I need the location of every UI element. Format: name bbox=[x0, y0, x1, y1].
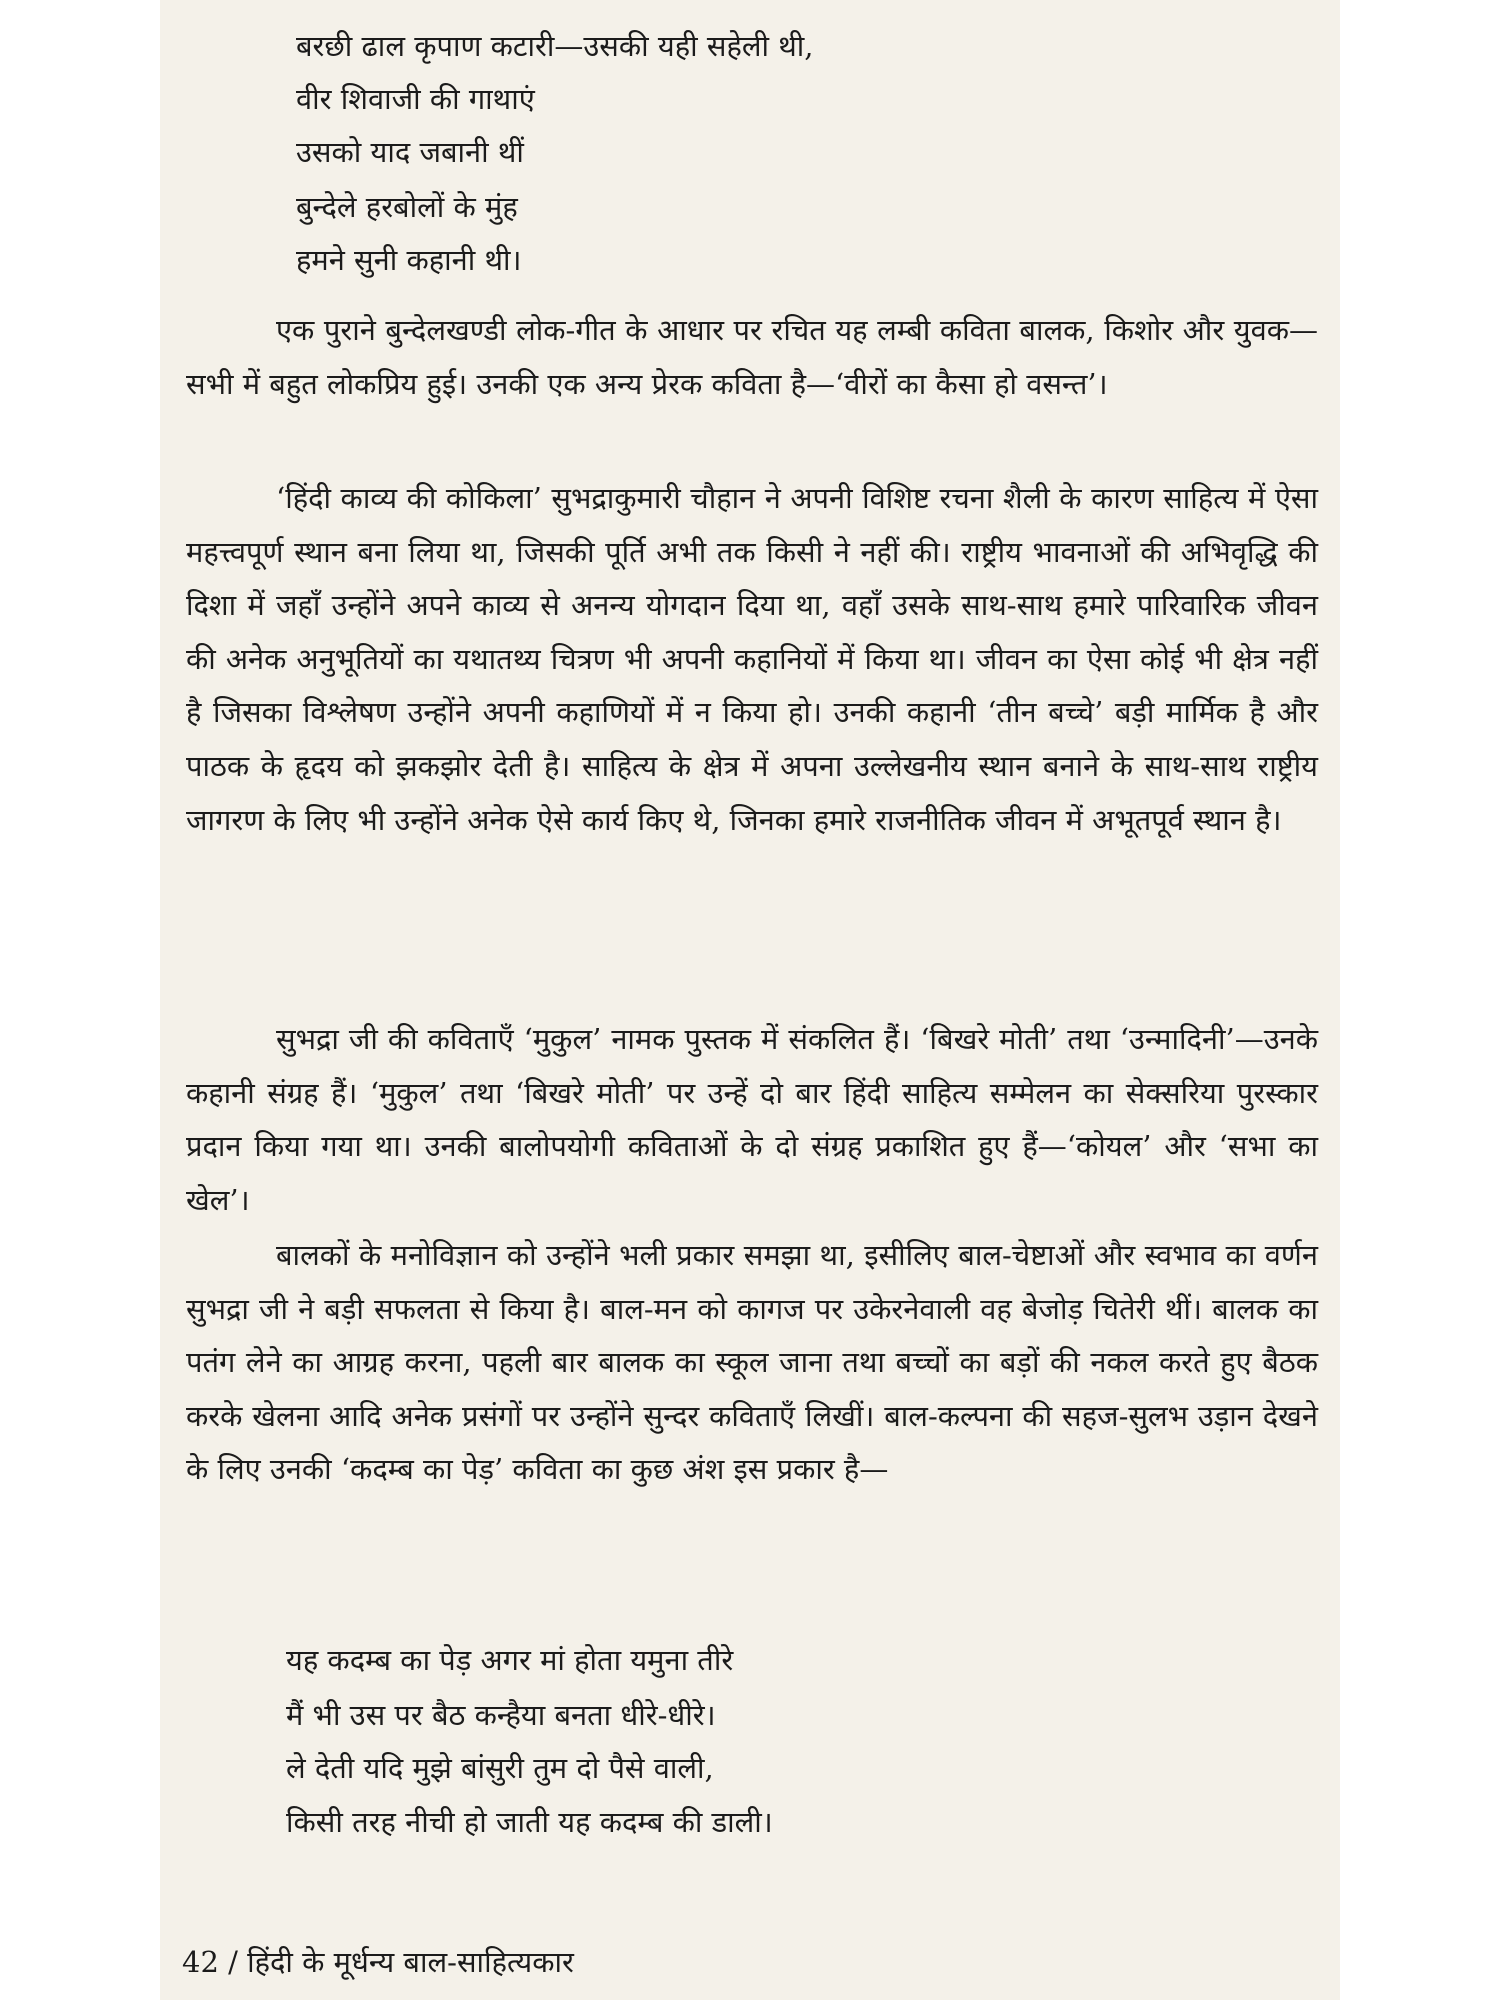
verse-line: बरछी ढाल कृपाण कटारी—उसकी यही सहेली थी, bbox=[296, 29, 814, 63]
verse-line: ले देती यदि मुझे बांसुरी तुम दो पैसे वाली, bbox=[286, 1751, 714, 1785]
book-title: हिंदी के मूर्धन्य बाल-साहित्यकार bbox=[247, 1945, 574, 1979]
book-page bbox=[160, 0, 1340, 2000]
footer-separator: / bbox=[228, 1945, 238, 1979]
verse-line: मैं भी उस पर बैठ कन्हैया बनता धीरे-धीरे। bbox=[286, 1698, 716, 1732]
paragraph: बालकों के मनोविज्ञान को उन्होंने भली प्रकार समझा था, इसीलिए बाल-चेष्टाओं और स्वभाव का वर्णन सुभद्रा जी ने बड़ी सफलता से किया है। बाल-मन को कागज पर उकेरनेवाली वह बेजोड़ चितेरी थीं। बालक का पतंग लेने का आग्रह करना, पहली बार बालक का स्कूल जाना तथा बच्चों का बड़ों की नकल करते हुए बैठक करके खेलना आदि अनेक प्रसंगों पर उन्होंने सुन्दर कविताएँ लिखीं। बाल-कल्पना की सहज-सुलभ उड़ान देखने के लिए उनकी ‘कदम्ब का पेड़’ कविता का कुछ अंश इस प्रकार है— bbox=[186, 1238, 1318, 1487]
paragraph-block-3 bbox=[186, 1013, 1318, 1227]
page-footer bbox=[182, 1942, 574, 1981]
paragraph-block-2 bbox=[186, 472, 1318, 847]
paragraph: सुभद्रा जी की कविताएँ ‘मुकुल’ नामक पुस्तक में संकलित हैं। ‘बिखरे मोती’ तथा ‘उन्मादिनी’—उनके कहानी संग्रह हैं। ‘मुकुल’ तथा ‘बिखरे मोती’ पर उन्हें दो बार हिंदी साहित्य सम्मेलन का सेक्सरिया पुरस्कार प्रदान किया गया था। उनकी बालोपयोगी कविताओं के दो संग्रह प्रकाशित हुए हैं—‘कोयल’ और ‘सभा का खेल’। bbox=[186, 1022, 1318, 1217]
verse-line: बुन्देले हरबोलों के मुंह bbox=[296, 190, 518, 224]
verse-line: उसको याद जबानी थीं bbox=[296, 135, 524, 169]
paragraph-block-4 bbox=[186, 1229, 1318, 1497]
verse-line: हमने सुनी कहानी थी। bbox=[296, 243, 522, 277]
page-number: 42 bbox=[182, 1945, 219, 1979]
verse-line: यह कदम्ब का पेड़ अगर मां होता यमुना तीरे bbox=[286, 1643, 734, 1677]
verse-line: किसी तरह नीची हो जाती यह कदम्ब की डाली। bbox=[286, 1805, 773, 1839]
paragraph: ‘हिंदी काव्य की कोकिला’ सुभद्राकुमारी चौहान ने अपनी विशिष्ट रचना शैली के कारण साहित्य में ऐसा महत्त्वपूर्ण स्थान बना लिया था, जिसकी पूर्ति अभी तक किसी ने नहीं की। राष्ट्रीय भावनाओं की अभिवृद्धि की दिशा में जहाँ उन्होंने अपने काव्य से अनन्य योगदान दिया था, वहाँ उसके साथ-साथ हमारे पारिवारिक जीवन की अनेक अनुभूतियों का यथातथ्य चित्रण भी अपनी कहानियों में किया था। जीवन का ऐसा कोई भी क्षेत्र नहीं है जिसका विश्लेषण उन्होंने अपनी कहाणियों में न किया हो। उनकी कहानी ‘तीन बच्चे’ बड़ी मार्मिक है और पाठक के हृदय को झकझोर देती है। साहित्य के क्षेत्र में अपना उल्लेखनीय स्थान बनाने के साथ-साथ राष्ट्रीय जागरण के लिए भी उन्होंने अनेक ऐसे कार्य किए थे, जिनका हमारे राजनीतिक जीवन में अभूतपूर्व स्थान है। bbox=[186, 481, 1318, 837]
verse-line: वीर शिवाजी की गाथाएं bbox=[296, 82, 535, 116]
paragraph-block-1 bbox=[186, 304, 1318, 411]
paragraph: एक पुराने बुन्देलखण्डी लोक-गीत के आधार पर रचित यह लम्बी कविता बालक, किशोर और युवक—सभी में बहुत लोकप्रिय हुई। उनकी एक अन्य प्रेरक कविता है—‘वीरों का कैसा हो वसन्त’। bbox=[186, 313, 1318, 401]
